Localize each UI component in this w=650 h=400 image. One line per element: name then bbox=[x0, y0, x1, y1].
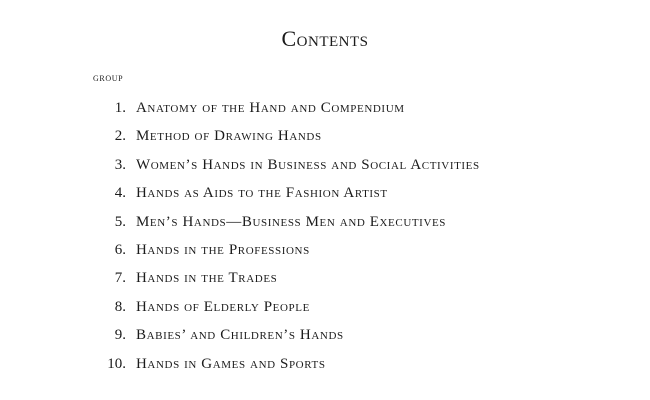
toc-item-title: Method of Drawing Hands bbox=[136, 128, 322, 145]
toc-item bbox=[0, 151, 650, 179]
toc-item-title: Hands in the Professions bbox=[136, 241, 310, 258]
toc-item-number: 8. bbox=[114, 298, 126, 315]
group-label: group bbox=[93, 70, 124, 84]
toc-item bbox=[0, 350, 650, 378]
toc-item-title: Anatomy of the Hand and Compendium bbox=[136, 100, 405, 116]
toc-item-title: Women’s Hands in Business and Social Activities bbox=[136, 156, 480, 173]
toc-item-number: 2. bbox=[114, 128, 126, 145]
toc-item-title: Hands of Elderly People bbox=[136, 298, 310, 315]
toc-item-title: Babies’ and Children’s Hands bbox=[136, 327, 344, 344]
toc-item-number: 6. bbox=[114, 241, 126, 258]
toc-item bbox=[0, 208, 650, 236]
toc-item-title: Hands in the Trades bbox=[136, 270, 278, 287]
toc-item bbox=[0, 94, 650, 122]
toc-item-title: Hands as Aids to the Fashion Artist bbox=[136, 185, 388, 202]
toc-item bbox=[0, 293, 650, 321]
toc-item bbox=[0, 179, 650, 207]
page-title: Contents bbox=[281, 26, 369, 51]
toc-item-number: 9. bbox=[114, 327, 126, 344]
toc-item-title: Hands in Games and Sports bbox=[136, 355, 326, 372]
toc-item-number: 5. bbox=[114, 213, 126, 230]
toc-item-number: 4. bbox=[114, 185, 126, 202]
toc-item-number: 10. bbox=[107, 355, 126, 372]
toc-item bbox=[0, 321, 650, 349]
toc-item bbox=[0, 236, 650, 264]
toc-item bbox=[0, 264, 650, 292]
toc-item-number: 1. bbox=[114, 100, 126, 116]
toc-item-number: 7. bbox=[114, 270, 126, 287]
toc-item bbox=[0, 122, 650, 150]
toc-item-title: Men’s Hands—Business Men and Executives bbox=[136, 213, 447, 230]
toc-list bbox=[0, 94, 650, 378]
toc-item-number: 3. bbox=[114, 156, 126, 173]
